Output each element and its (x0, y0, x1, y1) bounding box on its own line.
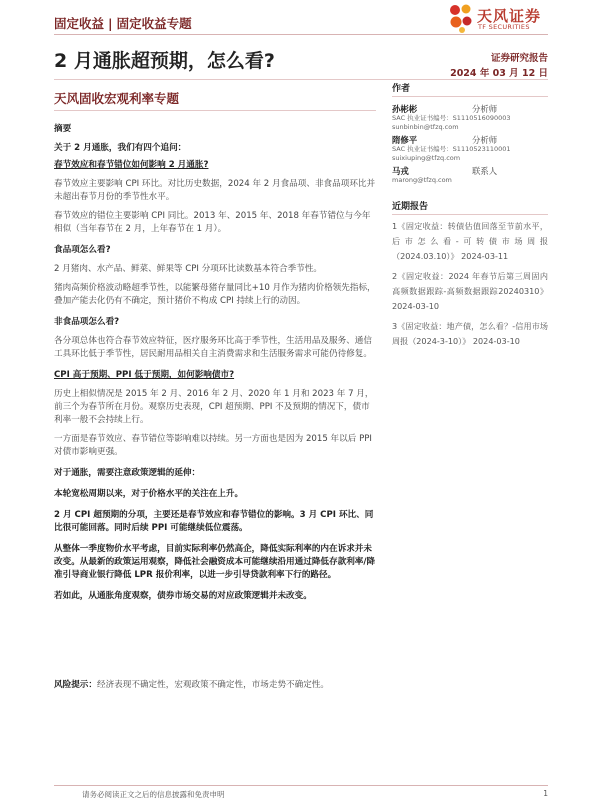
related-reports-section (392, 199, 548, 349)
header-separator: | (108, 16, 113, 31)
author-cert: SAC 执业证书编号：S1110523110001 (392, 145, 511, 153)
paragraph-7: 一方面是春节效应、春节错位等影响难以持续。另一方面也是因为 2015 年以后 PPI 对债市影响更强。 (54, 434, 372, 457)
risk-label: 风险提示： (54, 680, 97, 690)
authors-section (392, 81, 548, 185)
report-date: 2024 年 03 月 12 日 (450, 68, 548, 79)
author-name: 隋修平 (392, 135, 418, 145)
authors-divider (392, 96, 548, 97)
paragraph-6: 历史上相似情况是 2015 年 2 月、2016 年 2 月、2020 年 1 月和 2023 年 7 月，前三个为春节所在月份。观察历史表现，CPI 超预期、PPI 不及预期的情况下，债市利率一般不会持续上行。 (54, 389, 374, 425)
policy-point-1: 本轮宽松周期以来，对于价格水平的关注在上升。 (54, 489, 244, 499)
author-name: 马戎 (392, 166, 409, 176)
author-email[interactable]: marong@tfzq.com (392, 176, 452, 184)
risk-notice (54, 678, 414, 690)
related-report-item[interactable]: 1《固定收益：转债估值回落至节前水平，后市怎么看-可转债市场周报（2024.03.10）》 2024-03-11 (392, 221, 548, 261)
header-breadcrumb (54, 14, 192, 32)
question-2: 食品项怎么看? (54, 245, 111, 255)
author-block (392, 103, 548, 132)
related-report-item[interactable]: 2《固定收益：2024 年春节后第三周固内高频数据跟踪-高频数据跟踪20240310》 2024-03-10 (392, 271, 548, 311)
report-title: 2 月通胀超预期，怎么看? (54, 50, 275, 72)
question-4: CPI 高于预期、PPI 低于预期，如何影响债市? (54, 370, 235, 380)
policy-conclusion: 若如此，从通胀角度观察，债券市场交易的对应政策逻辑并未改变。 (54, 591, 312, 601)
summary-intro: 关于 2 月通胀，我们有四个追问： (54, 143, 187, 153)
author-cert: SAC 执业证书编号：S1110516090003 (392, 114, 511, 122)
logo-mark-icon (447, 3, 475, 33)
paragraph-1: 春节效应主要影响 CPI 环比。对比历史数据，2024 年 2 月食品项、非食品项环比并未超出春节月份的季节性水平。 (54, 179, 376, 202)
header-subcategory: 固定收益专题 (116, 16, 192, 31)
summary-heading: 摘要 (54, 124, 72, 134)
report-type: 证券研究报告 (490, 53, 548, 64)
paragraph-4: 猪肉高频价格波动略超季节性，以能繁母猪存量同比+10 月作为猪肉价格领先指标，叠加产能去化仍有不确定，预计猪价不构成 CPI 持续上行的动因。 (54, 283, 376, 306)
author-email[interactable]: sunbinbin@tfzq.com (392, 123, 459, 131)
policy-point-2: 2 月 CPI 超预期的分项，主要还是春节效应和春节错位的影响。3 月 CPI 环比、同比很可能回落。同时后续 PPI 可能继续低位震荡。 (54, 510, 374, 533)
policy-point-3: 从整体一季度物价水平考虑，目前实际利率仍然高企，降低实际利率的内在诉求并未改变。从最新的政策运用观察，降低社会融资成本可能继续沿用通过降低存款利率/降准引导商业银行降低 LPR 报价利率，以进一步引导贷款利率下行的路径。 (54, 544, 376, 580)
subtitle-divider (54, 110, 376, 111)
author-block (392, 165, 548, 185)
logo-text: 天风证券 (477, 7, 542, 25)
authors-heading: 作者 (392, 84, 411, 94)
paragraph-3: 2 月猪肉、水产品、鲜菜、鲜果等 CPI 分项环比读数基本符合季节性。 (54, 264, 323, 274)
report-subtitle: 天风固收宏观利率专题 (54, 91, 180, 106)
footer-divider (54, 785, 548, 786)
footer-disclaimer: 请务必阅读正文之后的信息披露和免责申明 (82, 790, 225, 799)
risk-text: 经济表现不确定性，宏观政策不确定性，市场走势不确定性。 (96, 680, 330, 690)
author-role: 分析师 (472, 104, 498, 114)
related-heading: 近期报告 (392, 202, 429, 212)
logo-subtext: TF SECURITIES (478, 23, 530, 31)
paragraph-5: 各分项总体也符合春节效应特征，医疗服务环比高于季节性，生活用品及服务、通信工具环比低于季节性，居民耐用品相关自主消费需求和生活服务需求可能仍待修复。 (54, 336, 372, 359)
question-3: 非食品项怎么看? (54, 317, 120, 327)
company-logo (447, 3, 557, 35)
summary-section (54, 123, 378, 603)
title-divider (54, 79, 548, 80)
author-role: 联系人 (472, 166, 498, 176)
related-divider (392, 214, 548, 215)
paragraph-2: 春节效应的错位主要影响 CPI 同比。2013 年、2015 年、2018 年春节错位与今年相似（当年春节在 2 月，上年春节在 1 月）。 (54, 211, 371, 234)
author-email[interactable]: suixiuping@tfzq.com (392, 154, 461, 162)
author-role: 分析师 (472, 135, 498, 145)
question-1: 春节效应和春节错位如何影响 2 月通胀? (54, 160, 209, 170)
author-block (392, 134, 548, 163)
page-number: 1 (543, 789, 548, 798)
related-report-item[interactable]: 3《固定收益：地产债，怎么看？-信用市场周报（2024-3-10）》 2024-03-10 (392, 321, 548, 346)
header-divider (54, 34, 548, 35)
header-category: 固定收益 (54, 16, 105, 31)
policy-heading: 对于通胀，需要注意政策逻辑的延伸： (54, 468, 201, 478)
author-name: 孙彬彬 (392, 104, 418, 114)
